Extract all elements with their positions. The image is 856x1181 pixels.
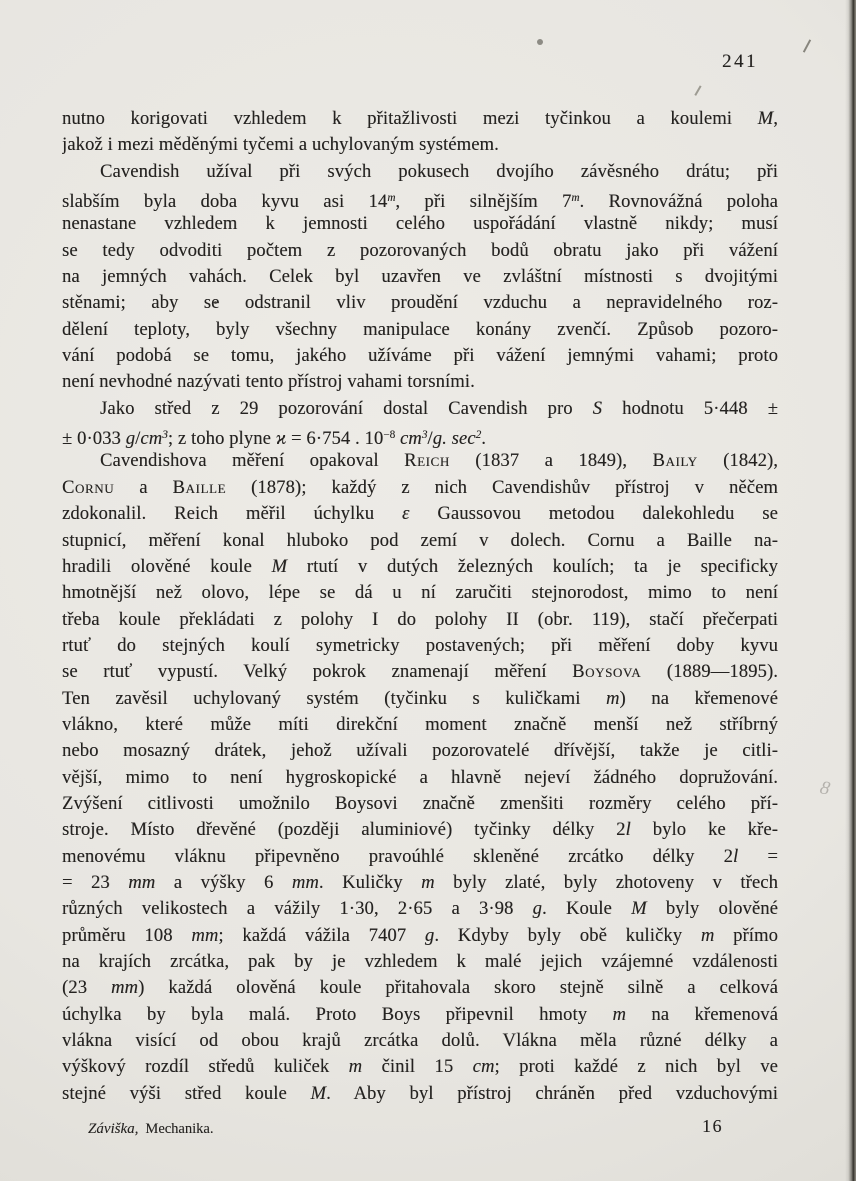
text-line: Cavendishova měření opakoval Reich (1837 a 1849), Baily (1842), — [100, 450, 778, 472]
text-line: vější, mimo to není hygroskopické a hlavně nejeví žádného dopružování. — [62, 766, 778, 788]
text-line: Jako střed z 29 pozorování dostal Cavendish pro S hodnotu 5·448 ± — [100, 397, 778, 419]
text-line: hradili olověné koule M rtutí v dutých železných koulích; ta je specificky — [62, 555, 778, 577]
text-line: = 23 mm a výšky 6 mm. Kuličky m byly zlaté, byly zhotoveny v třech — [62, 871, 778, 893]
margin-pencil-mark: 8 — [818, 777, 832, 800]
footer-work-title: Mechanika. — [145, 1121, 214, 1137]
text-line: nenastane vzhledem k jemnosti celého uspořádání vlastně nikdy; musí — [62, 213, 778, 235]
page-number: 241 — [722, 51, 758, 72]
text-line: na krajích zrcátka, pak by je vzhledem k malé jejich vzájemné vzdálenosti — [62, 951, 778, 972]
text-line: nebo mosazný drátek, jehož užívali pozorovatelé dřívější, takže je citli- — [62, 740, 778, 762]
text-line: se tedy odvoditi počtem z pozorovaných bodů obratu jako při vážení — [62, 239, 778, 261]
text-line: ± 0·033 $g/cm^3$; z toho plyne ϰ = 6·754 . $10^{-8}$ $cm^3/g$. $\sec^2$. — [62, 428, 486, 449]
text-line: nutno korigovati vzhledem k přitažlivosti mezi tyčinkou a koulemi M, — [62, 108, 778, 129]
footer-author: Záviška, — [88, 1121, 139, 1137]
text-line: hmotnější než olovo, lépe se dá u ní zaručiti stejnorodost, mimo to není — [62, 582, 778, 604]
text-line: průměru 108 mm; každá vážila 7407 g. Kdyby byly obě kuličky m přímo — [62, 924, 778, 946]
text-line: na jemných vahách. Celek byl uzavřen ve zvláštní místnosti s dvojitými — [62, 266, 778, 288]
text-line: různých velikostech a vážily 1·30, 2·65 a 3·98 g. Koule M byly olověné — [62, 898, 778, 920]
text-line: jakož i mezi měděnými tyčemi a uchylovaným systémem. — [62, 134, 499, 156]
text-line: Ten zavěsil uchylovaný systém (tyčinku s kuličkami m) na křemenové — [62, 687, 778, 709]
text-line: se rtuť vypustí. Velký pokrok znamenají měření Boysova (1889—1895). — [62, 661, 778, 683]
body-text-block — [62, 106, 778, 1107]
text-line: není nevhodné nazývati tento přístroj vahami torsními. — [62, 371, 475, 393]
text-line: úchylka by byla malá. Proto Boys připevnil hmoty m na křemenová — [62, 1003, 778, 1025]
text-line: vlákno, které může míti direkční moment značně menší než stříbrný — [62, 713, 778, 735]
text-line: Cavendish užíval při svých pokusech dvojího závěsného drátu; při — [100, 160, 778, 182]
text-line: stejné výši střed koule M. Aby byl přístroj chráněn před vzduchovými — [62, 1082, 778, 1104]
text-line: menovému vláknu připevněno pravoúhlé skleněné zrcátko délky 2l = — [62, 845, 778, 867]
text-line: třeba koule překládati z polohy I do polohy II (obr. 119), stačí přečerpati — [62, 608, 778, 630]
text-line: stěnami; aby se odstranil vliv proudění vzduchu a nepravidelného roz- — [62, 292, 778, 314]
scan-scratch-mark — [694, 85, 701, 95]
scan-speck — [537, 39, 543, 45]
text-line: slabším byla doba kyvu asi 14$^m$, při silnějším 7$^m$. Rovnovážná poloha — [62, 191, 778, 212]
text-line: zdokonalil. Reich měřil úchylku ε Gaussovou metodou dalekohledu se — [62, 503, 778, 525]
text-line: stroje. Místo dřevěné (později aluminiové) tyčinky délky 2l bylo ke kře- — [62, 819, 778, 841]
text-line: výškový rozdíl středů kuliček m činil 15 cm; proti každé z nich byl ve — [62, 1056, 778, 1078]
text-line: stupnicí, měření konal hluboko pod zemí v dolech. Cornu a Baille na- — [62, 529, 778, 551]
text-line: rtuť do stejných koulí symetricky postavených; při měření doby kyvu — [62, 634, 778, 656]
footer-sheet-number: 16 — [702, 1116, 723, 1136]
footer-signature — [88, 1121, 213, 1138]
text-line: (23 mm) každá olověná koule přitahovala skoro stejně silně a celková — [62, 977, 778, 999]
page-edge-shadow — [845, 0, 856, 1181]
text-line: vlákna visící od obou krajů zrcátka dolů. Vlákna měla různé délky a — [62, 1030, 778, 1052]
text-line: vání podobá se tomu, jakého užíváme při vážení jemnými vahami; proto — [62, 345, 778, 367]
scan-scratch-mark — [803, 39, 811, 52]
text-line: dělení teploty, byly všechny manipulace konány zvenčí. Způsob pozoro- — [62, 318, 778, 340]
text-line: Zvýšení citlivosti umožnilo Boysovi značně zmenšiti rozměry celého pří- — [62, 792, 778, 814]
text-line: Cornu a Baille (1878); každý z nich Cavendishův přístroj v něčem — [62, 476, 778, 498]
